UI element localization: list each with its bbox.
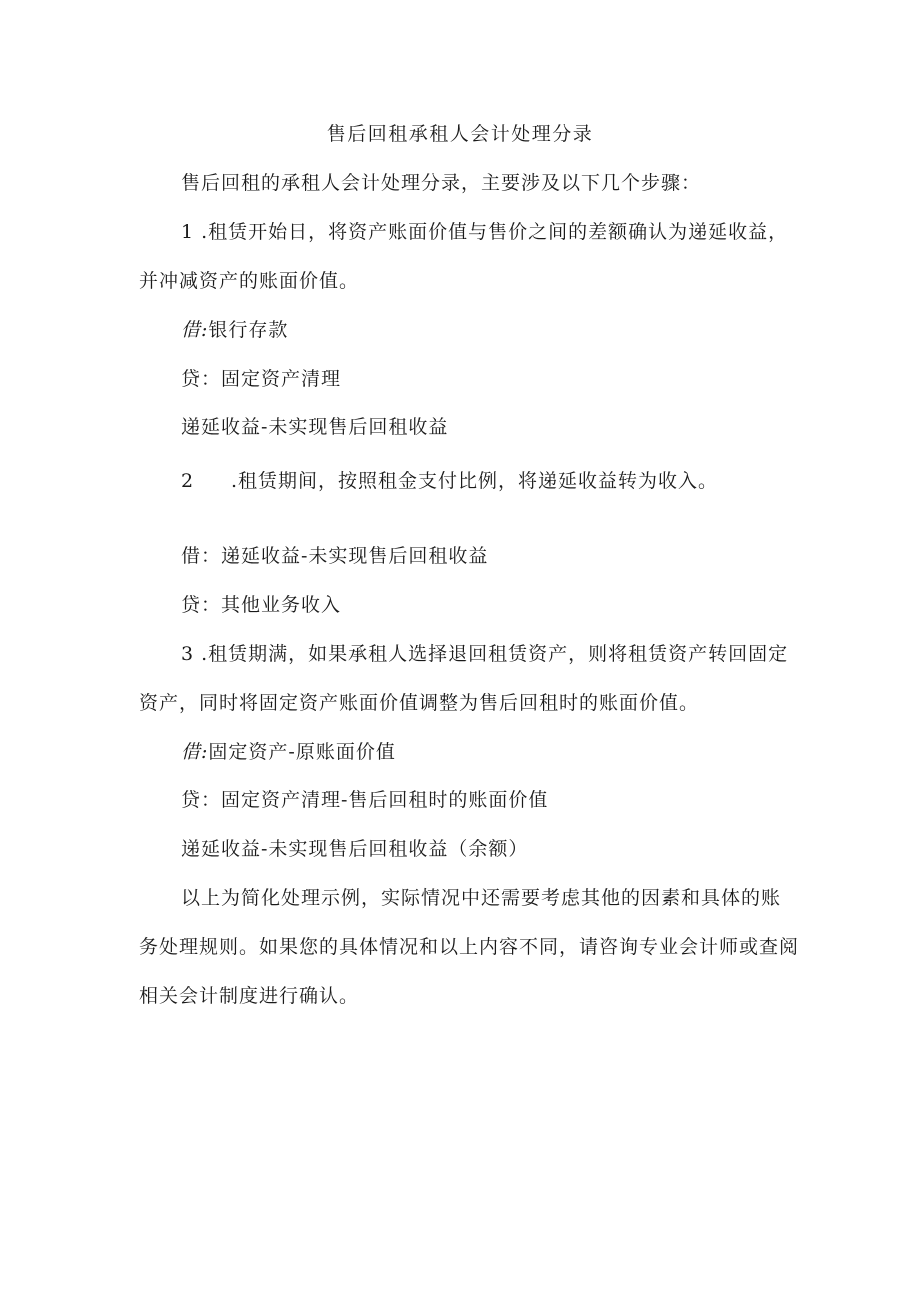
step-2-line	[181, 468, 718, 494]
intro-paragraph: 售后回租的承租人会计处理分录，主要涉及以下几个步骤：	[181, 172, 702, 194]
step-1-line-2: 并冲减资产的账面价值。	[139, 270, 360, 292]
entry-1-debit-account: 银行存款	[208, 319, 289, 341]
closing-line-2: 务处理规则。如果您的具体情况和以上内容不同，请咨询专业会计师或查阅	[139, 936, 800, 958]
entry-1-debit	[181, 317, 288, 343]
entry-3-debit-account: 固定资产-原账面价值	[208, 741, 396, 763]
entry-3-credit-line-1: 贷：固定资产清理-售后回租时的账面价值	[181, 789, 549, 811]
step-3-line-1	[181, 641, 788, 667]
entry-1-debit-prefix: 借:	[181, 319, 209, 341]
step-1-line-1	[181, 219, 788, 245]
step-1-text: .租赁开始日，将资产账面价值与售价之间的差额确认为递延收益，	[201, 221, 789, 243]
step-2-text: .租赁期间，按照租金支付比例，将递延收益转为收入。	[231, 470, 719, 492]
entry-3-debit-prefix: 借:	[181, 741, 209, 763]
entry-3-debit	[181, 739, 396, 765]
entry-2-debit: 借：递延收益-未实现售后回租收益	[181, 545, 489, 567]
step-1-number: 1	[181, 221, 195, 243]
step-2-number: 2	[181, 470, 195, 492]
closing-line-3: 相关会计制度进行确认。	[139, 985, 360, 1007]
step-3-number: 3	[181, 643, 195, 665]
entry-2-credit: 贷：其他业务收入	[181, 594, 342, 616]
closing-line-1: 以上为简化处理示例，实际情况中还需要考虑其他的因素和具体的账	[181, 887, 782, 909]
entry-3-credit-line-2: 递延收益-未实现售后回租收益（余额）	[181, 838, 529, 860]
step-3-line-2: 资产，同时将固定资产账面价值调整为售后回租时的账面价值。	[139, 692, 700, 714]
entry-1-credit-line-1: 贷：固定资产清理	[181, 368, 342, 390]
step-3-text: .租赁期满，如果承租人选择退回租赁资产，则将租赁资产转回固定	[201, 643, 789, 665]
document-title: 售后回租承租人会计处理分录	[326, 123, 594, 145]
entry-1-credit-line-2: 递延收益-未实现售后回租收益	[181, 416, 449, 438]
